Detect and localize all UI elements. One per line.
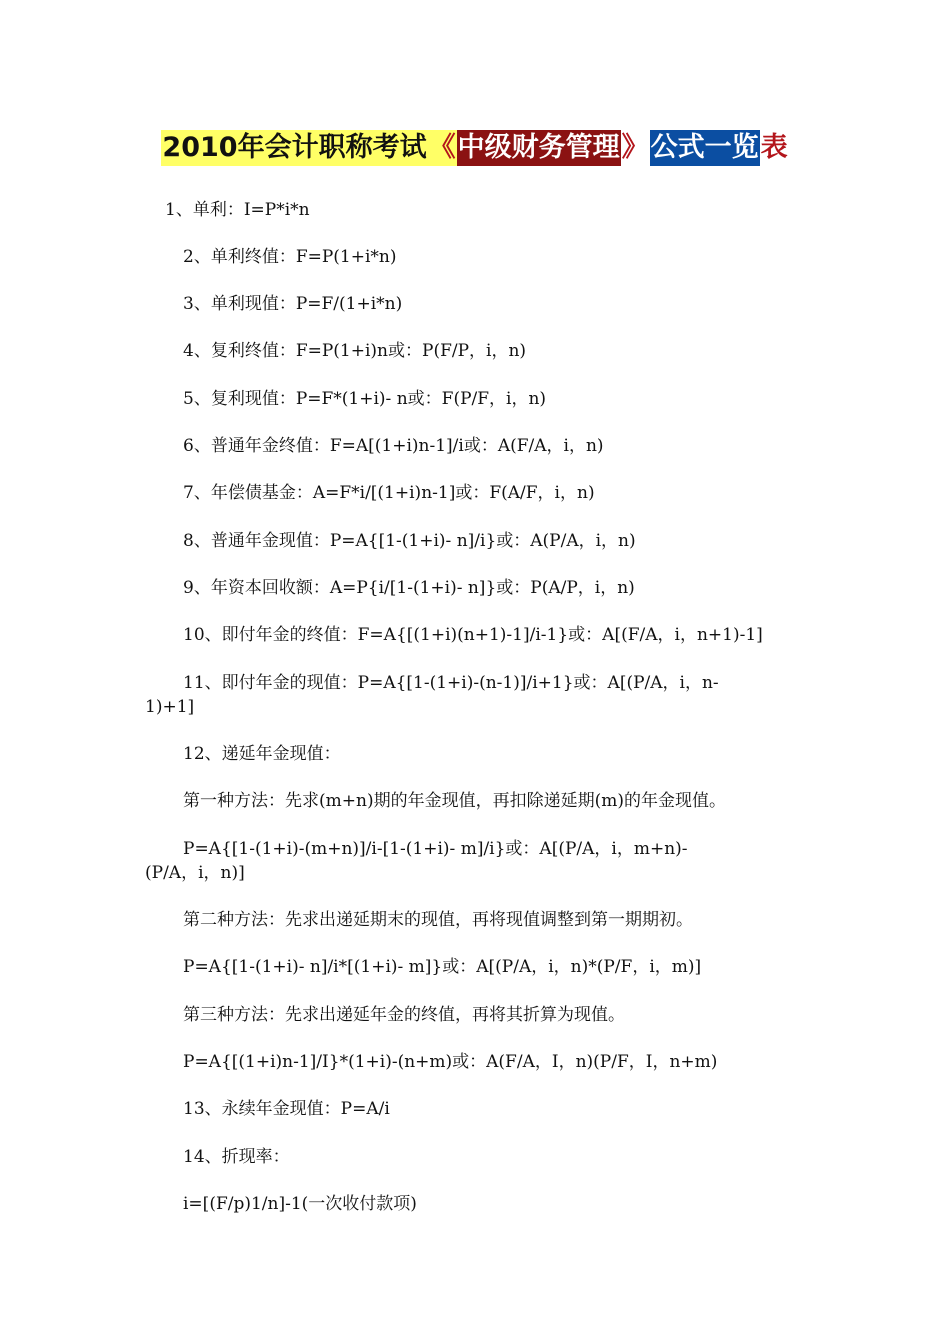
formula-12-method-3: 第三种方法：先求出递延年金的终值，再将其折算为现值。 — [183, 1005, 625, 1025]
title-segment-book: 中级财务管理 — [457, 130, 621, 166]
title-segment-table: 表 — [760, 132, 788, 163]
formula-11-line-2: 1)+1] — [145, 697, 195, 717]
formula-8: 8、普通年金现值：P=A{[1-(1+i)- n]/i}或：A(P/A，i，n) — [183, 531, 636, 551]
formula-12-method-1-formula-line-2: (P/A，i，n)] — [145, 863, 245, 883]
formula-6: 6、普通年金终值：F=A[(1+i)n-1]/i或：A(F/A，i，n) — [183, 436, 604, 456]
formula-12-method-3-formula: P=A{[(1+i)n-1]/I}*(1+i)-(n+m)或：A(F/A，I，n)(P/F，I，n+m) — [183, 1052, 718, 1072]
formula-5: 5、复利现值：P=F*(1+i)- n或：F(P/F，i，n) — [183, 389, 547, 409]
formula-3: 3、单利现值：P=F/(1+i*n) — [183, 294, 403, 314]
formula-12-method-2: 第二种方法：先求出递延期末的现值，再将现值调整到第一期期初。 — [183, 910, 693, 930]
formula-13: 13、永续年金现值：P=A/i — [183, 1099, 390, 1119]
title-segment-close-bracket: 》 — [621, 132, 649, 163]
formula-1: 1、单利：I=P*i*n — [165, 200, 310, 220]
formula-9: 9、年资本回收额：A=P{i/[1-(1+i)- n]}或：P(A/P，i，n) — [183, 578, 635, 598]
title-segment-open-bracket: 《 — [428, 130, 457, 166]
formula-12-heading: 12、递延年金现值： — [183, 744, 341, 764]
formula-12-method-1: 第一种方法：先求(m+n)期的年金现值，再扣除递延期(m)的年金现值。 — [183, 791, 726, 811]
formula-2: 2、单利终值：F=P(1+i*n) — [183, 247, 397, 267]
formula-14-heading: 14、折现率： — [183, 1147, 290, 1167]
formula-11-line-1: 11、即付年金的现值：P=A{[1-(1+i)-(n-1)]/i+1}或：A[(P/A，i，n- — [183, 673, 719, 693]
formula-7: 7、年偿债基金：A=F*i/[(1+i)n-1]或：F(A/F，i，n) — [183, 483, 595, 503]
formula-14-formula: i=[(F/p)1/n]-1(一次收付款项) — [183, 1194, 417, 1214]
formula-12-method-1-formula-line-1: P=A{[1-(1+i)-(m+n)]/i-[1-(1+i)- m]/i}或：A[(P/A，i，m+n)- — [183, 839, 688, 859]
formula-12-method-2-formula: P=A{[1-(1+i)- n]/i*[(1+i)- m]}或：A[(P/A，i，n)*(P/F，i，m)] — [183, 957, 702, 977]
title-segment-year: 2010年会计职称考试 — [161, 130, 427, 166]
title-segment-formula-list: 公式一览 — [650, 130, 760, 166]
formula-10: 10、即付年金的终值：F=A{[(1+i)(n+1)-1]/i-1}或：A[(F/A，i，n+1)-1] — [183, 625, 763, 645]
page-title — [0, 128, 950, 168]
formula-4: 4、复利终值：F=P(1+i)n或：P(F/P，i，n) — [183, 341, 527, 361]
